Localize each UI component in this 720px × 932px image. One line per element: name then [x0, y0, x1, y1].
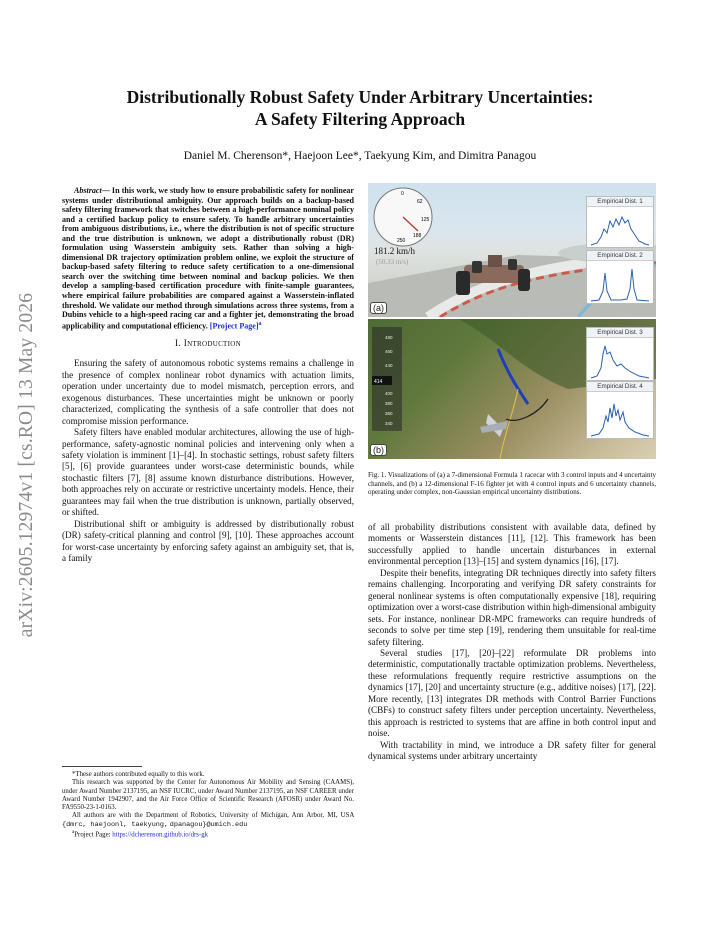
section-heading — [62, 339, 354, 350]
gauge-tick-125: 125 — [421, 217, 430, 223]
abstract-text: — In this work, we study how to ensure probabilistic safety for nonlinear systems under distributional ambiguity. Our approach builds on a backup-based safety filtering framework that switches between a high-performance nominal policy and a certified backup policy to ensure safety. To handle arbitrary uncertainties from ambiguous distributions, i.e., where the distribution is not of specific structure and the true distribution is unknown, we adopt a distributionally robust (DR) formulation using Wasserstein ambiguity sets. Rather than solving a high-dimensional DR trajectory optimization problem online, we exploit the structure of backup-based safety filtering to reduce safety certification to a one-dimensional search over the switching time between nominal and backup policies. We then develop a sampling-based certification procedure with finite-sample guarantees, where empirical failure probabilities are compared against a Wasserstein-inflated threshold. We validate our method through simulations across three systems, from a Dubins vehicle to a high-speed racing car and a fighter jet, demonstrating the broad applicability and computational efficiency. — [62, 186, 354, 331]
speed-readout-ms: (50.33 m/s) — [376, 258, 409, 266]
empirical-dist-2-title: Empirical Dist. 2 — [587, 251, 653, 261]
footnote-equal-contribution: *These authors contributed equally to this work. — [72, 771, 205, 778]
empirical-dist-1-title: Empirical Dist. 1 — [587, 197, 653, 207]
figure-panel-a — [368, 183, 656, 317]
alt-tick-340: 340 — [385, 421, 393, 426]
gauge-tick-188: 188 — [413, 233, 422, 239]
abstract-label: Abstract — [74, 186, 102, 195]
footnote-affiliation: All authors are with the Department of Robotics, University of Michigan, Ann Arbor, MI, USA {dmrc, haejoonl, taekyung, dpanagou}@umich.edu — [62, 812, 354, 829]
title-line-1: Distributionally Robust Safety Under Arbitrary Uncertainties: — [126, 87, 594, 107]
empirical-dist-2-plot — [587, 261, 653, 303]
right-paragraph-1: of all probability distributions consistent with available data, defined by moments or Wasserstein distances [11], [12]. This framework has been successfully applied to handle uncertain disturbances in external environmental perception [13]–[15] and system dynamics [16], [17]. — [368, 522, 656, 567]
alt-tick-380: 380 — [385, 401, 393, 406]
right-column — [368, 522, 656, 763]
alt-tick-400: 400 — [385, 391, 393, 396]
empirical-dist-3-plot — [587, 338, 653, 380]
fighter-jet-icon — [480, 414, 508, 437]
empirical-dist-4-plot — [587, 392, 653, 438]
footnote-emails: {dmrc, haejoonl, taekyung, — [62, 820, 169, 829]
right-paragraph-3: Several studies [17], [20]–[22] reformulate DR problems into deterministic, computationally tractable optimization problems. Nevertheless, these reformulations frequently require restrictive assumptions on the dynamics [17], [20] and uncertainty structure (e.g., additive noises) [17], [22]. More recently, [13] integrates DR methods with Control Barrier Functions (CBFs) to construct safety filters under perception uncertainty. Nevertheless, this approach is restricted to systems that are affine in both control input and noise. — [368, 647, 656, 739]
figure-panel-b — [368, 319, 656, 459]
empirical-dist-4-title: Empirical Dist. 4 — [587, 382, 653, 392]
project-page-link[interactable]: [Project Page] — [209, 321, 259, 331]
empirical-dist-3 — [586, 327, 654, 381]
speed-readout-kmh: 181.2 km/h — [374, 246, 416, 256]
figure-caption: Fig. 1. Visualizations of (a) a 7-dimensional Formula 1 racecar with 3 control inputs and 4 uncertainty channels, and (b) a 12-dimensional F-16 fighter jet with 4 control inputs and 6 uncertainty channels, operating under complex, non-Gaussian empirical uncertainty distributions. — [368, 471, 656, 496]
empirical-dist-2 — [586, 250, 654, 304]
panel-b-label: (b) — [370, 444, 387, 456]
speedometer-gauge — [372, 186, 434, 248]
alt-current: 414 — [374, 379, 383, 385]
project-page-mark: a — [258, 320, 262, 327]
panel-a-label: (a) — [370, 302, 387, 314]
right-paragraph-2: Despite their benefits, integrating DR techniques directly into safety filters remains challenging. Incorporating and verifying DR safety constraints for general nonlinear systems is often computationally expensive [18], requiring optimization over a worst-case distribution within high-dimensional ambiguity sets. For instance, nonlinear DR-MPC frameworks can require hundreds of seconds to solve per time step [19], rendering them unsuitable for real-time safety filtering. — [368, 567, 656, 647]
arxiv-stamp: arXiv:2605.12974v1 [cs.RO] 13 May 2026 — [16, 292, 37, 638]
empirical-dist-1-plot — [587, 207, 653, 247]
empirical-dist-1 — [586, 196, 654, 248]
gauge-tick-250: 250 — [397, 238, 406, 244]
title-line-2: A Safety Filtering Approach — [254, 109, 466, 129]
altitude-tape — [372, 327, 402, 431]
altitude-tape-ticks — [372, 327, 402, 431]
empirical-dist-4 — [586, 381, 654, 439]
section-title: Introduction — [183, 338, 241, 349]
alt-tick-360: 360 — [385, 411, 393, 416]
footnotes — [62, 766, 354, 840]
project-url-link[interactable]: https://dcherenson.github.io/drs-gk — [112, 831, 209, 839]
paper-title — [70, 86, 650, 130]
abstract — [62, 186, 354, 331]
right-paragraph-4: With tractability in mind, we introduce a DR safety filter for general dynamical systems under arbitrary uncertainty — [368, 739, 656, 762]
section-number: I. — [175, 338, 182, 349]
gauge-tick-0: 0 — [401, 191, 404, 197]
intro-paragraph-3: Distributional shift or ambiguity is addressed by distributionally robust (DR) safety-critical planning and control [9], [10]. These approaches account for worst-case uncertainty by enforcing safety against an ambiguity set, that is, a family — [62, 518, 354, 564]
intro-paragraph-2: Safety filters have enabled modular architectures, allowing the use of high-performance, safety-agnostic nominal policies and intervening only when a safety violation is imminent [1]–[4]. In stochastic settings, robust safety filters [5], [6] provide guarantees under worst-case deterministic bounds, while stochastic filters [7], [8] assume known disturbance distributions. However, both approaches rely on accurate or restrictive uncertainty models. Hence, their guarantees may fail when the true distribution is unknown, partially observed, or shifted. — [62, 427, 354, 518]
footnote-project: $^a$Project Page: https://dcherenson.github.io/drs-gk — [72, 830, 209, 839]
intro-paragraph-1: Ensuring the safety of autonomous robotic systems remains a challenge in the presence of complex nonlinear robot dynamics with actuation limits, operation under uncertainty due to model mismatch, perception errors, and exogenous disturbances. These uncertainties might be unknown or poorly characterized, complicating the synthesis of a safe controller that does not compromise mission performance. — [62, 358, 354, 426]
alt-tick-440: 440 — [385, 363, 393, 368]
gauge-tick-62: 62 — [417, 199, 423, 205]
empirical-dist-3-title: Empirical Dist. 3 — [587, 328, 653, 338]
alt-tick-480: 480 — [385, 335, 393, 340]
footnote-rule — [62, 766, 142, 767]
figure-1 — [368, 183, 656, 459]
footnote-emails-2: dpanagou}@umich.edu — [169, 820, 248, 829]
author-list: Daniel M. Cherenson*, Haejoon Lee*, Taekyung Kim, and Dimitra Panagou — [183, 150, 537, 162]
left-column — [62, 186, 354, 564]
footnote-funding: This research was supported by the Center for Autonomous Air Mobility and Sensing (CAAMS), under Award Number 2137195, an NSF IUCRC, under Award Number 2137195, an NSF CAREER under Award Number 1942907, and the Air Force Office of Scientific Research (AFOSR) under Award No. FA9550-23-1-0163. — [62, 779, 354, 812]
alt-tick-460: 460 — [385, 349, 393, 354]
